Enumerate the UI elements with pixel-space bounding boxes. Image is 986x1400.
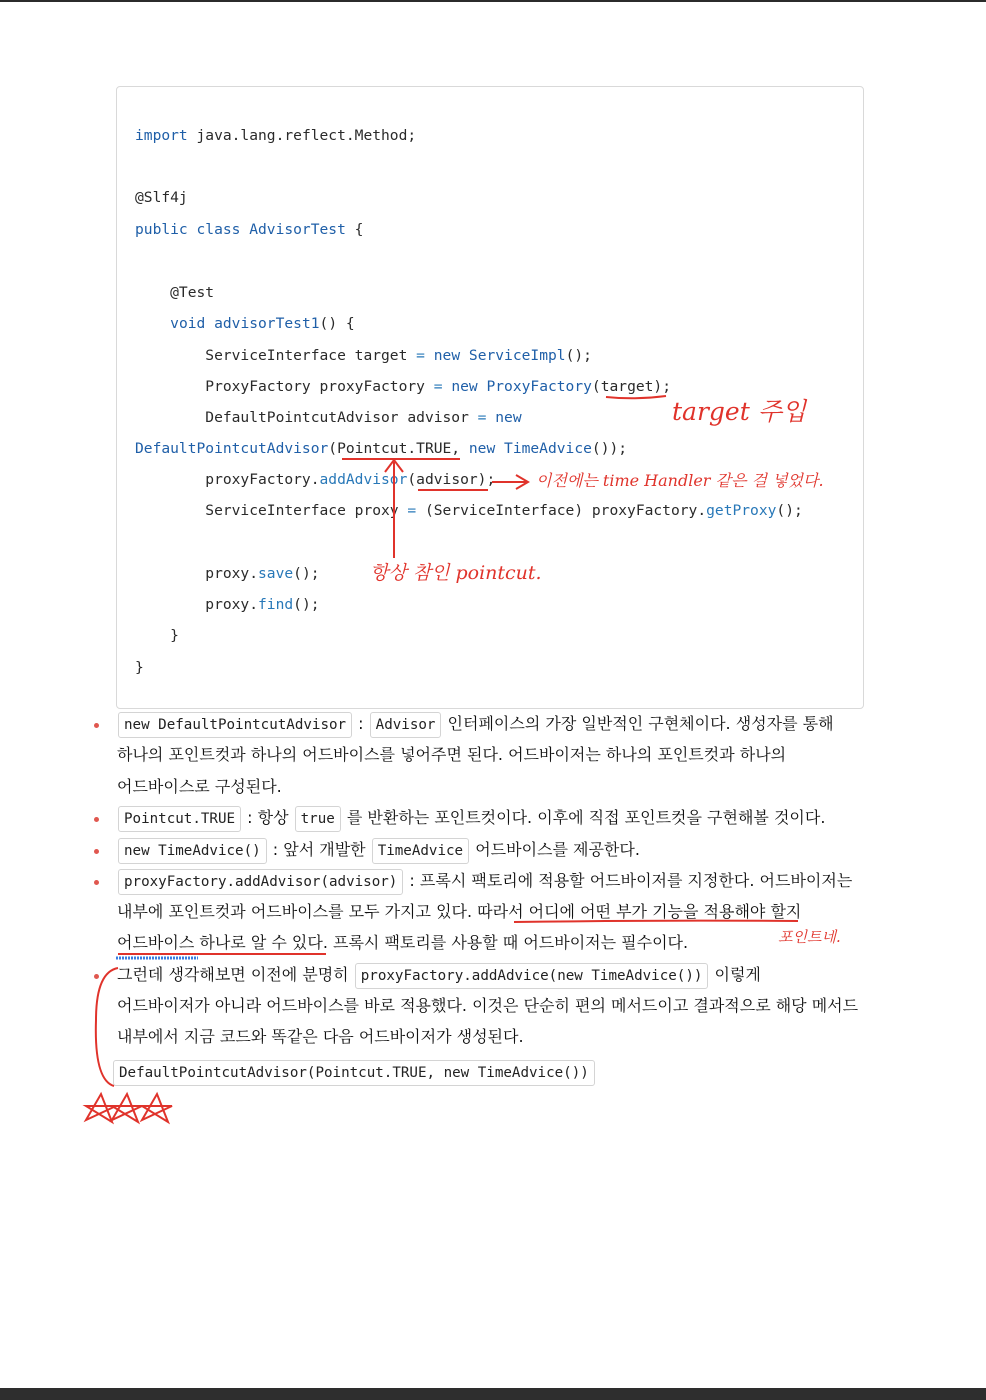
underline-where-what [514,921,798,922]
code-token: (); [293,596,320,613]
code-token: new ProxyFactory [451,378,592,395]
bullet-text: 어드바이저가 아니라 어드바이스를 바로 적용했다. 이것은 단순히 편의 메서드이고 결과적으로 해당 메서드 [117,996,859,1015]
code-token: java.lang.reflect.Method; [187,127,417,144]
bullet-text: 어드바이스를 제공한다. [470,840,640,859]
code-token: import [135,127,188,144]
code-token: void advisorTest1 [170,315,320,332]
code-token: save [258,565,294,582]
code-token: ServiceInterface proxy [135,502,408,519]
code-token: } [135,659,144,676]
bullet-text: 하나의 포인트컷과 하나의 어드바이스를 넣어주면 된다. 어드바이저는 하나의 포인트컷과 하나의 [117,745,787,764]
inline-code: new TimeAdvice() [118,838,267,864]
code-token: = [433,378,443,395]
bullet-text: : 프록시 팩토리에 적용할 어드바이저를 지정한다. 어드바이저는 [404,871,853,890]
bullet-text: 이렇게 [709,965,761,984]
code-token: find [258,596,294,613]
bullet-text: : 앞서 개발한 [267,840,371,859]
inline-code: proxyFactory.addAdvisor(advisor) [118,869,403,895]
annotation-always-true-pointcut: 항상 참인 pointcut. [370,562,542,584]
code-token: (); [565,347,592,364]
bullet-text: 그런데 생각해보면 이전에 분명히 [117,965,354,984]
underline-target [606,396,666,398]
inline-code: proxyFactory.addAdvice(new TimeAdvice()) [355,963,709,989]
code-token: = [477,409,487,426]
code-token: getProxy [706,502,777,519]
inline-code: DefaultPointcutAdvisor(Pointcut.TRUE, new TimeAdvice()) [113,1060,595,1086]
code-token: new ServiceImpl [433,347,566,364]
code-token: (advisor); [407,471,496,488]
code-token: ProxyFactory proxyFactory [135,378,434,395]
code-token: new TimeAdvice [468,440,592,457]
code-token: proxy. [135,565,259,582]
annotation-previous-handler: 이전에는 time Handler 같은 걸 넣었다. [536,471,824,490]
bullet-text: 내부에 포인트컷과 어드바이스를 모두 가지고 있다. 따라서 어디에 어떤 부가 기능을 적용해야 할지 [117,902,802,921]
code-token: (); [776,502,803,519]
inline-code: true [295,806,341,832]
code-token: new [495,409,522,426]
code-token: (target); [591,378,671,395]
code-token: proxy. [135,596,259,613]
code-token: (ServiceInterface) proxyFactory. [416,502,707,519]
code-token: } [135,627,179,644]
inline-code: new DefaultPointcutAdvisor [118,712,352,738]
bullet-text: 어드바이스로 구성된다. [117,777,282,796]
inline-code: TimeAdvice [372,838,469,864]
code-token: ServiceInterface target [135,347,417,364]
inline-code: Pointcut.TRUE [118,806,241,832]
bullet-text: 를 반환하는 포인트컷이다. 이후에 직접 포인트컷을 구현해볼 것이다. [341,808,826,827]
code-token: DefaultPointcutAdvisor advisor [135,409,478,426]
code-token: @Slf4j [135,189,188,206]
bullet-text: 내부에서 지금 코드와 똑같은 다음 어드바이저가 생성된다. [117,1027,524,1046]
code-token: @Test [135,284,215,301]
code-token: { [345,221,364,238]
code-token: (Pointcut.TRUE, [328,440,469,457]
bottom-bar [0,1388,986,1400]
code-token: = [407,502,417,519]
code-token: addAdvisor [319,471,408,488]
code-token: () { [319,315,355,332]
code-token: DefaultPointcutAdvisor [135,440,329,457]
inline-code: Advisor [370,712,442,738]
code-token: (); [293,565,320,582]
star-doodles [86,1094,172,1122]
annotation-pointcut-note: 포인트네. [778,928,841,946]
code-token: ()); [591,440,628,457]
code-token: proxyFactory. [135,471,320,488]
bullet-text: : 항상 [242,808,294,827]
bullet-text: 인터페이스의 가장 일반적인 구현체이다. 생성자를 통해 [442,714,834,733]
code-token: = [416,347,425,364]
bullet-text: 어드바이스 하나로 알 수 있다. 프록시 팩토리를 사용할 때 어드바이저는 필수이다. [117,933,689,952]
bullet-text: : [353,714,369,733]
code-token: public class AdvisorTest [135,221,346,238]
annotation-target-inject: target 주입 [672,397,806,426]
bracket-mark [96,968,118,1086]
